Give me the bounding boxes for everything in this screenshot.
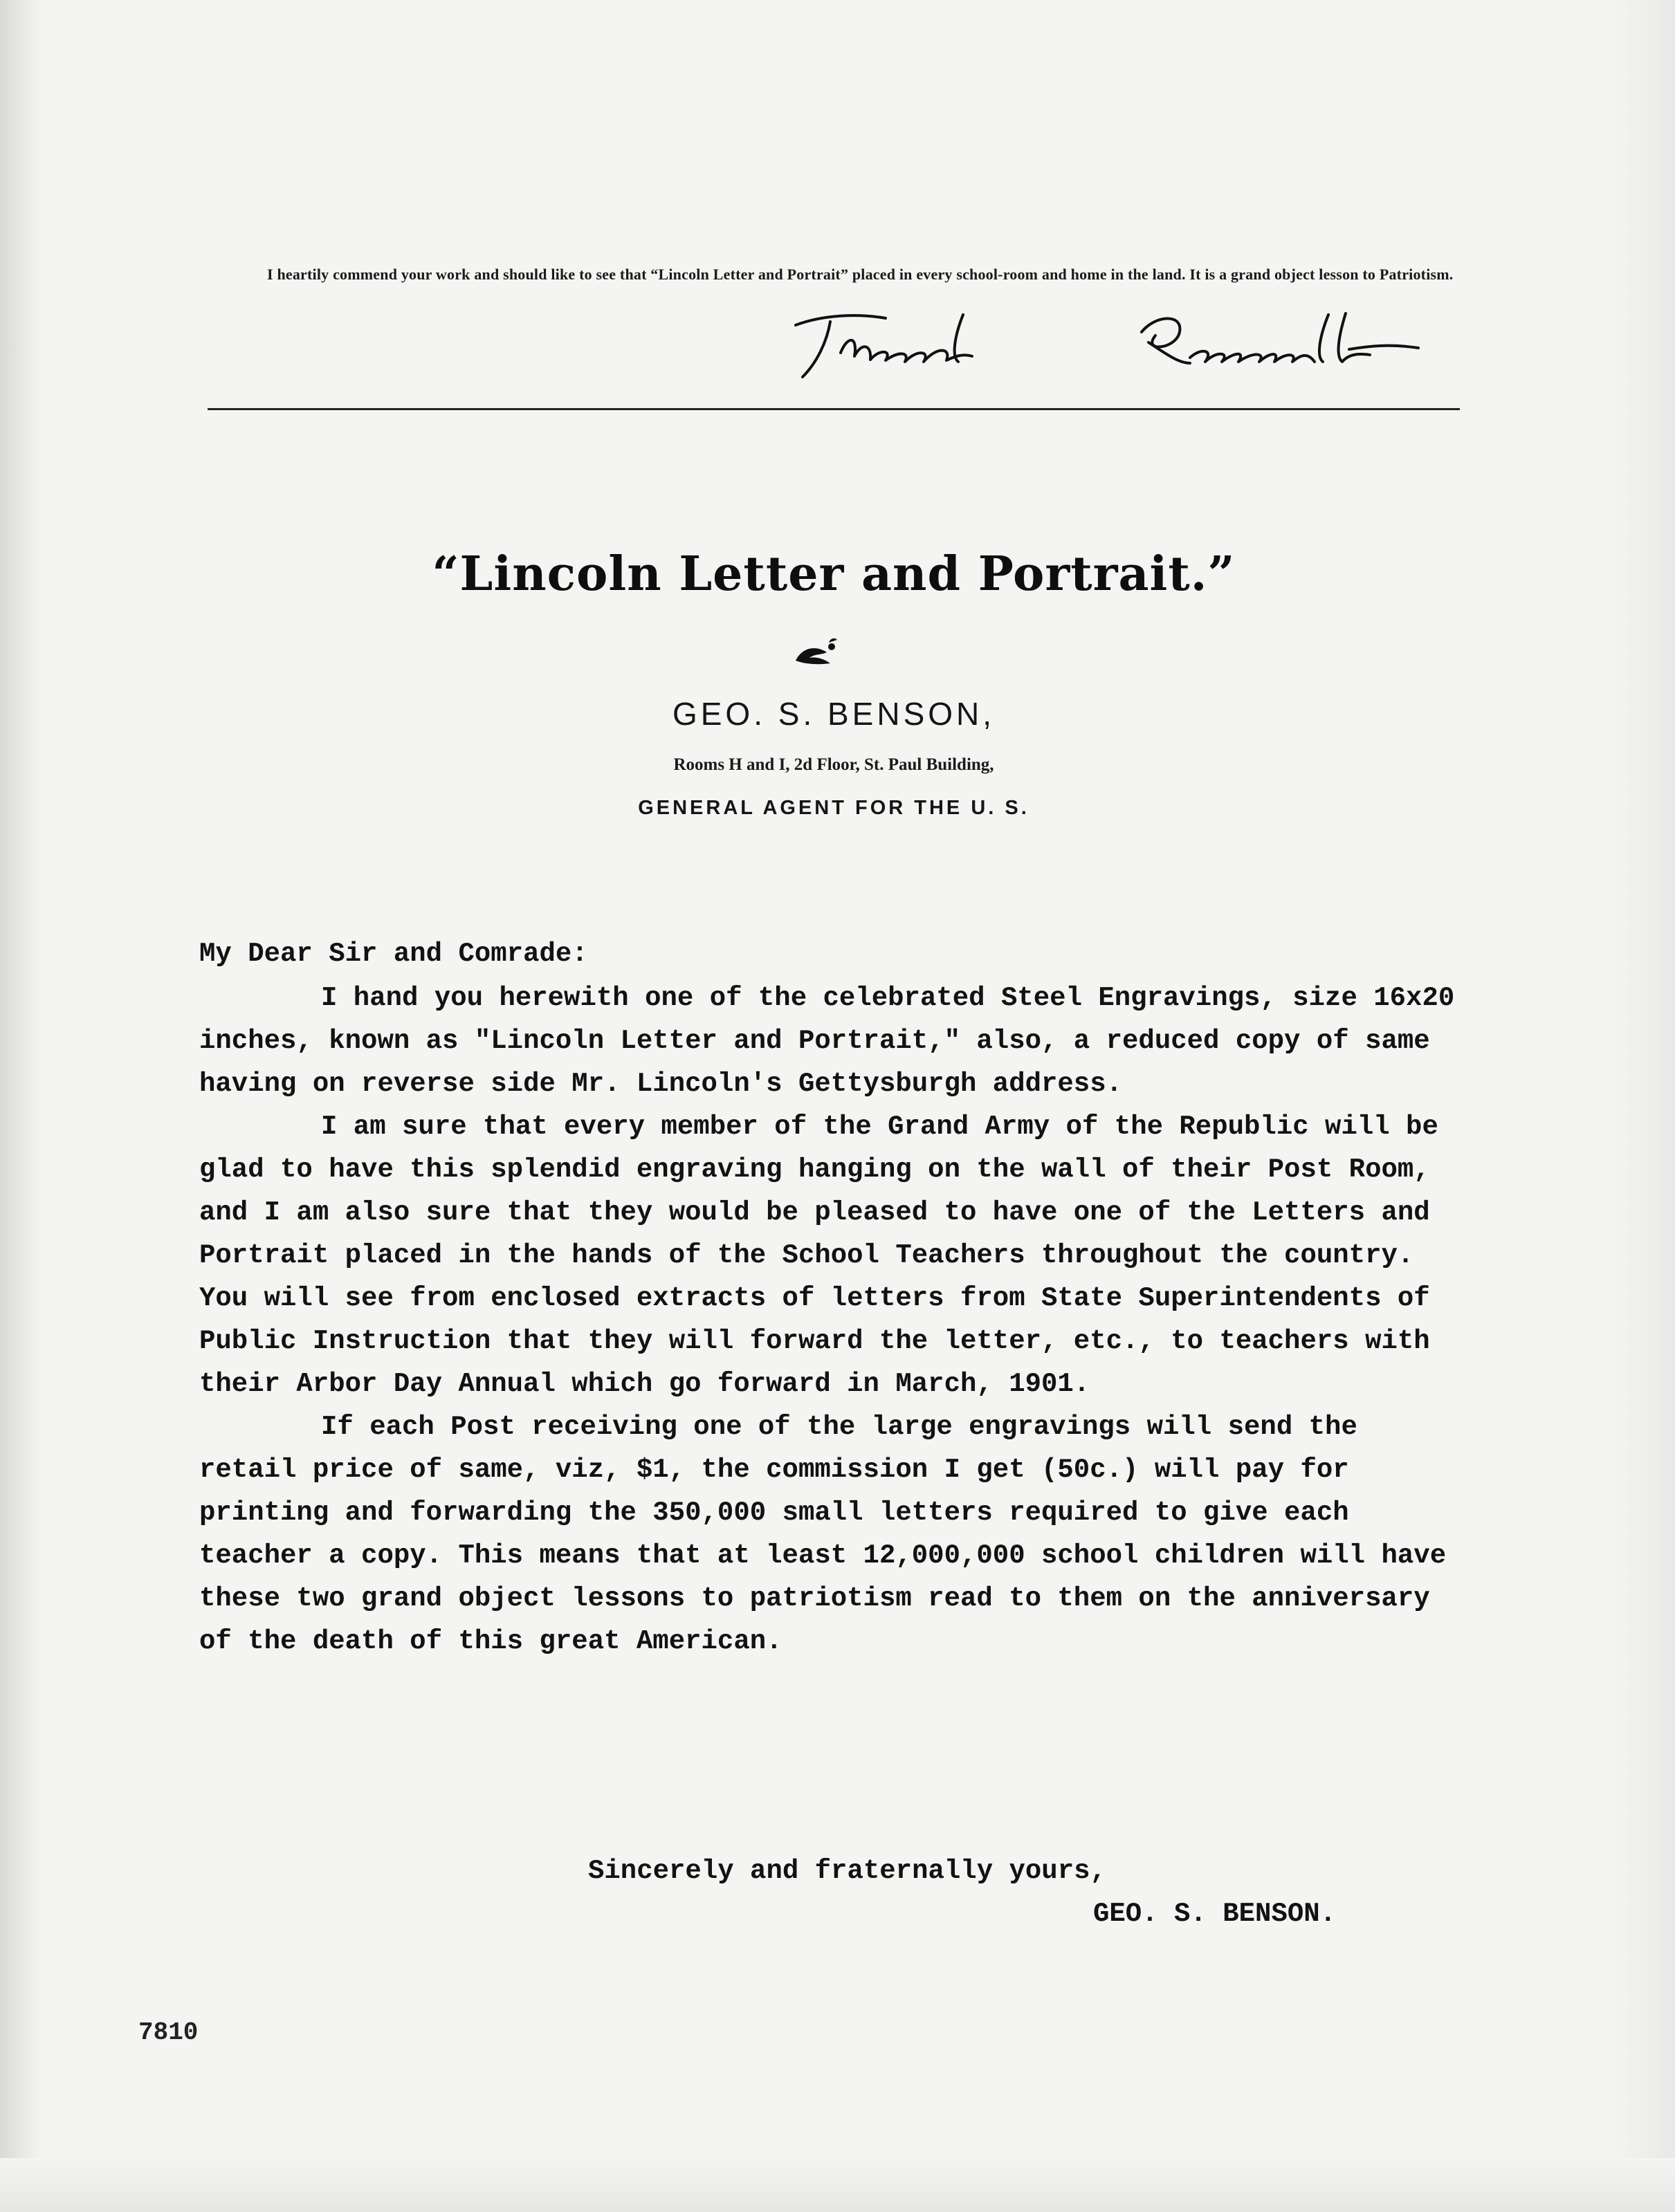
agent-address: Rooms H and I, 2d Floor, St. Paul Building, <box>673 755 994 774</box>
fleuron-icon <box>789 633 844 667</box>
letter-signed-name: GEO. S. BENSON. <box>1093 1899 1337 1929</box>
roosevelt-signature <box>782 294 1474 398</box>
scan-edge-bottom <box>0 2158 1675 2212</box>
document-title: “Lincoln Letter and Portrait.” <box>432 546 1236 602</box>
letter-salutation: My Dear Sir and Comrade: <box>199 939 588 969</box>
letter-closing: Sincerely and fraternally yours, <box>588 1856 1106 1886</box>
agent-name: GEO. S. BENSON, <box>672 696 996 732</box>
letter-paragraph: If each Post receiving one of the large engravings will send the retail price of same, viz, $1, the commission I get (50c.) will pay for printing and forwarding the 350,000 small letters required to give each teacher a copy. This means that at least 12,000,000 school children will have these two grand object lessons to patriotism read to them on the anniversary of the death of this great American. <box>199 1412 1447 1657</box>
agent-title: GENERAL AGENT FOR THE U. S. <box>638 797 1029 819</box>
letter-paragraph: I am sure that every member of the Grand Army of the Republic will be glad to have this splendid engraving hanging on the wall of their Post Room, and I am also sure that they would be pleased to have one of the Letters and Portrait placed in the hands of the School Teachers throughout the country. You will see from enclosed extracts of letters from State Superintendents of Public Instruction that they will forward the letter, etc., to teachers with their Arbor Day Annual which go forward in March, 1901. <box>199 1112 1438 1399</box>
divider-rule <box>208 408 1460 410</box>
scan-edge-right <box>1612 0 1675 2212</box>
scan-edge-left <box>0 0 42 2212</box>
letter-paragraph: I hand you herewith one of the celebrated Steel Engravings, size 16x20 inches, known as "Lincoln Letter and Portrait," also, a reduced copy of same having on reverse side Mr. Lincoln's Gettysburgh address. <box>199 983 1455 1099</box>
document-number: 7810 <box>138 2018 199 2047</box>
letter-body <box>199 932 1465 1663</box>
roosevelt-endorsement: I heartily commend your work and should like to see that “Lincoln Letter and Portrait” placed in every school-room and home in the land. It is a grand object lesson to Patriotism. <box>267 266 1454 283</box>
